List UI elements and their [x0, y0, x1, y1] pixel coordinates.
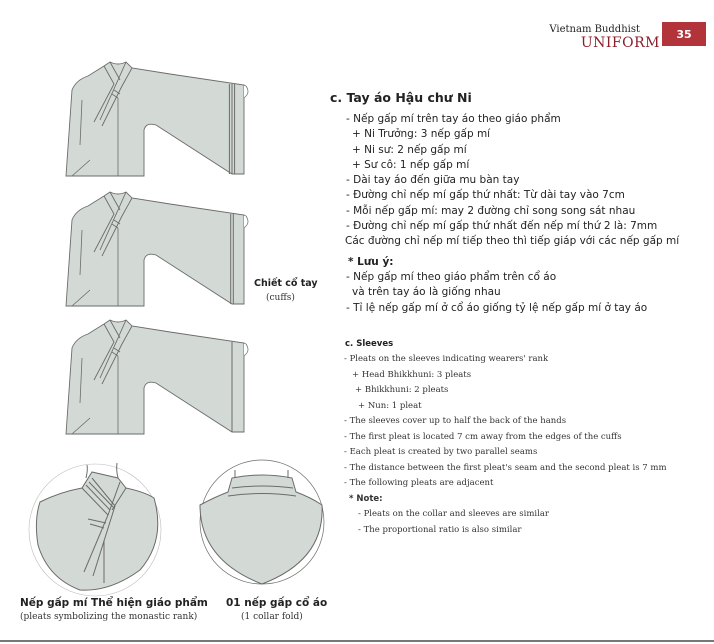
en-line: + Bhikkhuni: 2 pleats — [355, 385, 449, 395]
en-line: - The distance between the first pleat's seam and the second pleat is 7 mm — [344, 462, 667, 473]
brand-line-2: UNIFORM — [580, 35, 660, 51]
vi-line: - Mỗi nếp gấp mí: may 2 đường chỉ song song sát nhau — [346, 204, 636, 217]
vi-line: + Ni Trưởng: 3 nếp gấp mí — [352, 128, 491, 141]
en-note: - The proportional ratio is also similar — [358, 524, 522, 535]
brand-line-1: Vietnam Buddhist — [549, 24, 640, 35]
vi-note-title: * Lưu ý: — [348, 255, 394, 268]
robe-drawing — [66, 62, 248, 176]
caption-collar-vi: 01 nếp gấp cổ áo — [226, 597, 328, 609]
cuff-label-en: (cuffs) — [266, 293, 295, 303]
caption-collar-en: (1 collar fold) — [241, 612, 303, 622]
collar-front-detail — [29, 463, 161, 596]
en-line: + Head Bhikkhuni: 3 pleats — [352, 369, 472, 380]
vi-line: - Dài tay áo đến giữa mu bàn tay — [346, 174, 520, 187]
vi-note: và trên tay áo là giống nhau — [352, 286, 501, 299]
vi-note: - Nếp gấp mí theo giáo phẩm trên cổ áo — [346, 270, 557, 283]
page-number-badge: 35 — [662, 22, 706, 46]
vi-line: - Đường chỉ nếp mí gấp thứ nhất: Từ dài tay vào 7cm — [346, 189, 625, 202]
en-note: - Pleats on the collar and sleeves are similar — [358, 509, 549, 519]
en-line: - The first pleat is located 7 cm away from the edges of the cuffs — [344, 431, 622, 442]
vi-line: Các đường chỉ nếp mí tiếp theo thì tiếp giáp với các nếp gấp mí — [345, 235, 680, 248]
en-lines — [344, 352, 667, 538]
en-line: - Pleats on the sleeves indicating wearers' rank — [344, 354, 549, 364]
caption-pleats-en: (pleats symbolizing the monastic rank) — [20, 612, 198, 622]
vi-line: + Sư cô: 1 nếp gấp mí — [352, 158, 470, 171]
vi-line: - Nếp gấp mí trên tay áo theo giáo phẩm — [346, 113, 561, 125]
collar-back-detail — [200, 460, 324, 584]
section-title-vi: c. Tay áo Hậu chư Ni — [330, 90, 472, 105]
en-note-title: * Note: — [349, 493, 383, 504]
footer-divider — [0, 640, 714, 642]
vi-lines — [346, 112, 679, 316]
en-line: - Each pleat is created by two parallel seams — [344, 447, 538, 457]
section-title-en: c. Sleeves — [345, 339, 394, 349]
vi-line: - Đường chỉ nếp mí gấp thứ nhất đến nếp mí thứ 2 là: 7mm — [346, 220, 658, 233]
cuff-label-vi: Chiết cổ tay — [254, 278, 318, 289]
robe-drawing — [66, 192, 248, 306]
en-line: + Nun: 1 pleat — [358, 400, 422, 411]
robe-drawing — [66, 320, 248, 434]
vi-note: - Tỉ lệ nếp gấp mí ở cổ áo giống tỷ lệ nếp gấp mí ở tay áo — [346, 301, 648, 314]
vi-line: + Ni sư: 2 nếp gấp mí — [352, 143, 467, 156]
en-line: - The sleeves cover up to half the back of the hands — [344, 416, 567, 426]
en-line: - The following pleats are adjacent — [344, 478, 494, 488]
caption-pleats-vi: Nếp gấp mí Thể hiện giáo phẩm — [20, 597, 208, 609]
